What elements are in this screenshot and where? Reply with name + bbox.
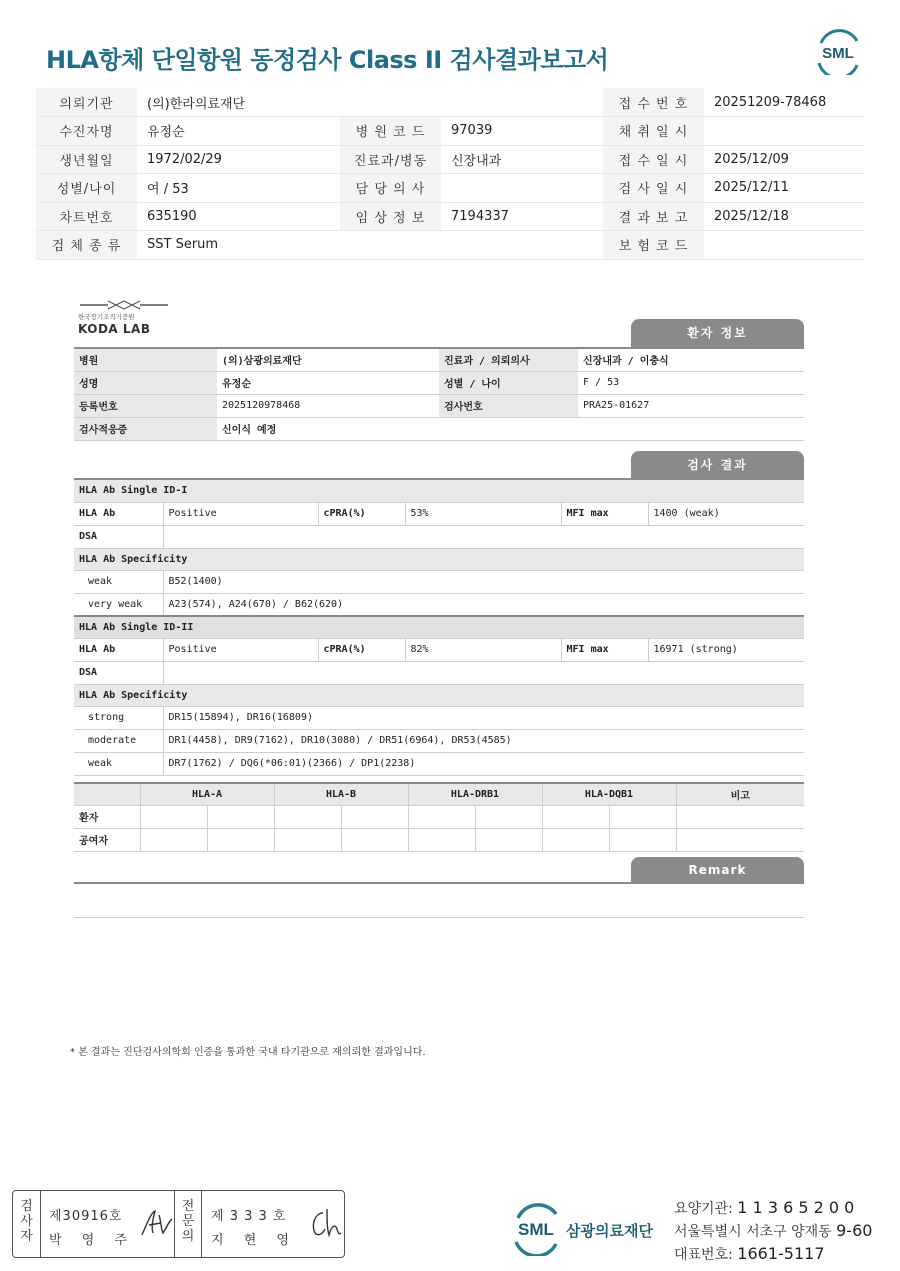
class1-table (74, 480, 804, 776)
header-label: 성별/나이 (36, 174, 137, 203)
remark-area (74, 884, 804, 918)
header-value (441, 174, 603, 203)
class2-spec-level: strong (74, 706, 163, 729)
org-phone-value: 1661-5117 (737, 1244, 825, 1263)
org-name: 삼광의료재단 (566, 1222, 653, 1240)
class2-cpra-label: cPRA(%) (318, 638, 405, 661)
header-value: (의)한라의료재단 (137, 88, 340, 117)
class2-spec-value: DR1(4458), DR9(7162), DR10(3080) / DR51(6964), DR53(4585) (163, 729, 804, 752)
remark-tab: Remark (631, 857, 804, 883)
specialist-signature-icon (307, 1205, 343, 1241)
inspector-block (41, 1191, 173, 1257)
header-row (36, 174, 864, 203)
header-value (441, 88, 603, 117)
header-label: 병 원 코 드 (340, 117, 441, 146)
koda-logo (74, 298, 174, 342)
sml-logo-text: SML (822, 45, 854, 62)
class1-mfi-label: MFI max (561, 502, 648, 525)
header-value: 1972/02/29 (137, 145, 340, 174)
class2-cpra-value: 82% (405, 638, 561, 661)
header-label: 검 사 일 시 (603, 174, 704, 203)
class2-dsa-value (163, 661, 804, 684)
header-label: 담 당 의 사 (340, 174, 441, 203)
class2-spec-value: DR7(1762) / DQ6(*06:01)(2366) / DP1(2238) (163, 752, 804, 775)
typing-row-label: 공여자 (74, 828, 140, 851)
header-value: 2025/12/09 (704, 145, 864, 174)
patient-info-tab: 환자 정보 (631, 319, 804, 347)
class1-ab-value: Positive (163, 502, 318, 525)
header-value (704, 117, 864, 146)
header-value: 97039 (441, 117, 603, 146)
reg-label: 등록번호 (74, 394, 217, 417)
hospital-label: 병원 (74, 349, 217, 371)
org-address-num: 9-60 (836, 1221, 873, 1240)
test-no-value: PRA25-01627 (578, 394, 804, 417)
name-value: 유정순 (217, 371, 439, 394)
name-label: 성명 (74, 371, 217, 394)
header-value (441, 231, 603, 260)
class1-spec-label: HLA Ab Specificity (74, 548, 804, 570)
class2-section: HLA Ab Single ID-II (74, 616, 804, 638)
signature-box (12, 1190, 345, 1258)
typing-header: HLA-DRB1 (408, 783, 542, 805)
class1-dsa-value (163, 525, 804, 548)
class2-mfi-label: MFI max (561, 638, 648, 661)
header-label: 의뢰기관 (36, 88, 137, 117)
indication-value: 신이식 예정 (217, 417, 804, 440)
dept-label: 진료과 / 의뢰의사 (439, 349, 578, 371)
header-label: 검 체 종 류 (36, 231, 137, 260)
patient-info-table (74, 349, 804, 441)
org-address-text: 서울특별시 서초구 양재동 (674, 1224, 832, 1240)
class2-ab-value: Positive (163, 638, 318, 661)
header-value: 2025/12/11 (704, 174, 864, 203)
org-phone (674, 1244, 825, 1264)
class2-spec-level: weak (74, 752, 163, 775)
sex-value: F / 53 (578, 371, 804, 394)
inspector-number: 제30916호 (49, 1209, 123, 1224)
header-row (36, 117, 864, 146)
typing-header: 비고 (676, 783, 804, 805)
header-value: 7194337 (441, 202, 603, 231)
dept-value: 신장내과 / 이충식 (578, 349, 804, 371)
report-header-table (36, 88, 864, 260)
hospital-value: (의)삼광의료재단 (217, 349, 439, 371)
header-label: 생년월일 (36, 145, 137, 174)
class1-mfi-value: 1400 (weak) (648, 502, 804, 525)
specialist-header: 전 문 의 (174, 1191, 202, 1257)
header-label: 접 수 번 호 (603, 88, 704, 117)
specialist-number: 제 3 3 3 호 (211, 1209, 287, 1224)
sex-label: 성별 / 나이 (439, 371, 578, 394)
typing-row-label: 환자 (74, 805, 140, 828)
header-row (36, 88, 864, 117)
class2-mfi-value: 16971 (strong) (648, 638, 804, 661)
inspector-signature-icon (139, 1205, 175, 1241)
header-value: 신장내과 (441, 145, 603, 174)
org-code-label: 요양기관: (674, 1201, 733, 1217)
header-value: SST Serum (137, 231, 340, 260)
typing-corner (74, 783, 140, 805)
class2-spec-label: HLA Ab Specificity (74, 684, 804, 706)
class1-spec-value: A23(574), A24(670) / B62(620) (163, 593, 804, 616)
typing-header: HLA-DQB1 (542, 783, 676, 805)
koda-name: KODA LAB (78, 322, 151, 336)
class1-spec-value: B52(1400) (163, 570, 804, 593)
header-value (704, 231, 864, 260)
class1-section: HLA Ab Single ID-I (74, 480, 804, 502)
inspector-header: 검 사 자 (13, 1191, 41, 1257)
header-label (340, 231, 441, 260)
footnote: * 본 결과는 진단검사의학회 인증을 통과한 국내 타기관으로 재의뢰한 결과입니다. (70, 1047, 426, 1058)
header-value: 2025/12/18 (704, 202, 864, 231)
header-label (340, 88, 441, 117)
class1-spec-level: very weak (74, 593, 163, 616)
class2-spec-value: DR15(15894), DR16(16809) (163, 706, 804, 729)
reg-value: 2025120978468 (217, 394, 439, 417)
header-value: 635190 (137, 202, 340, 231)
typing-header: HLA-B (274, 783, 408, 805)
header-label: 진료과/병동 (340, 145, 441, 174)
sml-org-logo-text: SML (518, 1220, 554, 1239)
org-address (674, 1221, 872, 1241)
specialist-name: 지 현 영 (211, 1233, 297, 1248)
class2-dsa-label: DSA (74, 661, 163, 684)
header-label: 보 험 코 드 (603, 231, 704, 260)
org-phone-label: 대표번호: (674, 1247, 733, 1263)
class1-spec-level: weak (74, 570, 163, 593)
header-label: 임 상 정 보 (340, 202, 441, 231)
header-row (36, 145, 864, 174)
class1-dsa-label: DSA (74, 525, 163, 548)
header-label: 채 취 일 시 (603, 117, 704, 146)
header-row (36, 231, 864, 260)
inspector-name: 박 영 주 (49, 1233, 135, 1248)
header-value: 20251209-78468 (704, 88, 864, 117)
typing-header: HLA-A (140, 783, 274, 805)
report-title: HLA항체 단일항원 동정검사 Class II 검사결과보고서 (46, 46, 609, 74)
header-label: 수진자명 (36, 117, 137, 146)
class1-cpra-label: cPRA(%) (318, 502, 405, 525)
header-row (36, 202, 864, 231)
org-code-value: 1 1 3 6 5 2 0 0 (737, 1198, 855, 1217)
org-code (674, 1198, 854, 1218)
class2-spec-level: moderate (74, 729, 163, 752)
header-label: 차트번호 (36, 202, 137, 231)
test-result-tab: 검사 결과 (631, 451, 804, 479)
hla-typing-table (74, 782, 804, 852)
koda-sub: 한국장기조직기증원 (78, 313, 135, 321)
class2-ab-label: HLA Ab (74, 638, 163, 661)
koda-emblem-icon (78, 300, 170, 310)
header-value: 여 / 53 (137, 174, 340, 203)
specialist-block (203, 1191, 345, 1257)
test-no-label: 검사번호 (439, 394, 578, 417)
sml-logo-icon (813, 29, 863, 75)
header-label: 접 수 일 시 (603, 145, 704, 174)
class1-ab-label: HLA Ab (74, 502, 163, 525)
header-value: 유정순 (137, 117, 340, 146)
header-label: 결 과 보 고 (603, 202, 704, 231)
sml-org-logo-icon (510, 1198, 562, 1256)
class1-cpra-value: 53% (405, 502, 561, 525)
indication-label: 검사적응증 (74, 417, 217, 440)
